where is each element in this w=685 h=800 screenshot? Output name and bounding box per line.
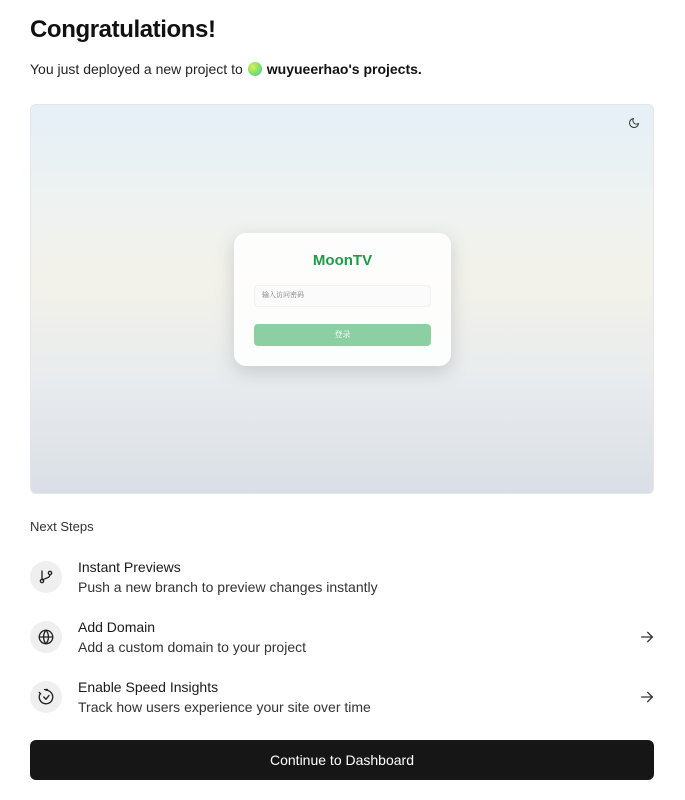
continue-to-dashboard-button[interactable]: Continue to Dashboard (30, 740, 654, 780)
step-description: Track how users experience your site over time (78, 699, 371, 715)
step-description: Push a new branch to preview changes instantly (78, 579, 378, 595)
step-add-domain[interactable] (30, 619, 655, 663)
speed-insights-icon (30, 681, 62, 713)
git-branch-icon (30, 561, 62, 593)
app-name: MoonTV (312, 252, 373, 269)
team-avatar (248, 62, 262, 76)
moon-icon[interactable] (627, 116, 641, 130)
step-title: Instant Previews (78, 559, 181, 575)
arrow-right-icon[interactable] (639, 689, 655, 705)
globe-icon (30, 621, 62, 653)
login-button[interactable]: 登录 (254, 324, 431, 346)
step-speed-insights[interactable] (30, 679, 655, 723)
step-instant-previews (30, 559, 655, 603)
page-title: Congratulations! (30, 16, 216, 43)
step-title: Add Domain (78, 619, 156, 635)
subtitle-text: You just deployed a new project to (30, 61, 243, 77)
password-input[interactable]: 输入访问密码 (254, 285, 431, 307)
deploy-subtitle (30, 61, 422, 77)
team-name: wuyueerhao's projects. (266, 61, 422, 77)
next-steps-label: Next Steps (30, 519, 94, 534)
step-title: Enable Speed Insights (78, 679, 219, 695)
deployment-preview[interactable] (30, 104, 654, 494)
step-description: Add a custom domain to your project (78, 639, 307, 655)
login-card (234, 233, 451, 366)
arrow-right-icon[interactable] (639, 629, 655, 645)
